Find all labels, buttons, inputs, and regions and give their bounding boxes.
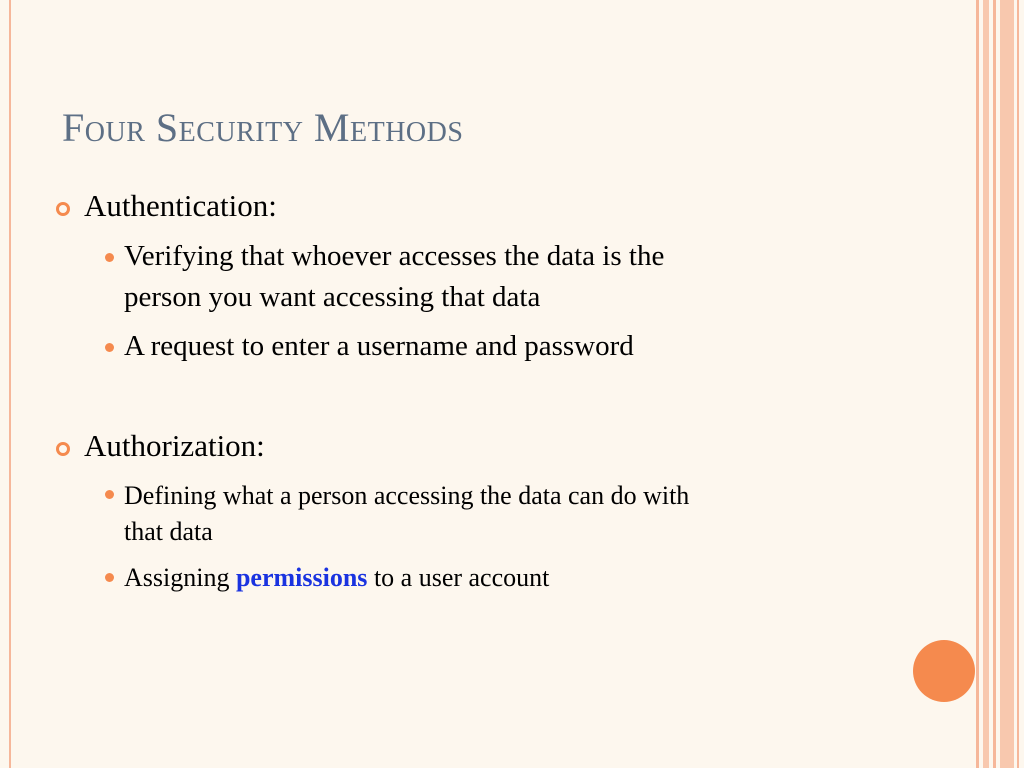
right-stripe-1 [976, 0, 979, 768]
hollow-circle-bullet-icon [56, 442, 70, 456]
point-request: A request to enter a username and password [124, 330, 634, 362]
point-defining-line2: that data [124, 517, 213, 546]
point-assigning-before: Assigning [124, 563, 236, 592]
point-verifying-line1: Verifying that whoever accesses the data is the [124, 240, 665, 272]
right-stripe-3 [993, 0, 996, 768]
slide-title: Four Security Methods [62, 105, 464, 150]
dot-bullet-icon [105, 343, 114, 352]
dot-bullet-icon [105, 490, 114, 499]
dot-bullet-icon [105, 573, 114, 582]
point-assigning-after: to a user account [367, 563, 550, 592]
left-frame-line [9, 0, 11, 768]
point-verifying-line2: person you want accessing that data [124, 281, 541, 313]
section-heading-authentication: Authentication: [84, 188, 277, 223]
point-defining-line1: Defining what a person accessing the data can do with [124, 481, 690, 510]
right-stripe-4 [1000, 0, 1014, 768]
permissions-highlight: permissions [235, 563, 368, 592]
point-assigning [124, 560, 549, 595]
section-heading-authorization: Authorization: [84, 428, 265, 463]
right-stripe-2 [983, 0, 989, 768]
dot-bullet-icon [105, 253, 114, 262]
hollow-circle-bullet-icon [56, 202, 70, 216]
decorative-orange-circle [913, 640, 975, 702]
right-stripe-5 [1017, 0, 1019, 768]
